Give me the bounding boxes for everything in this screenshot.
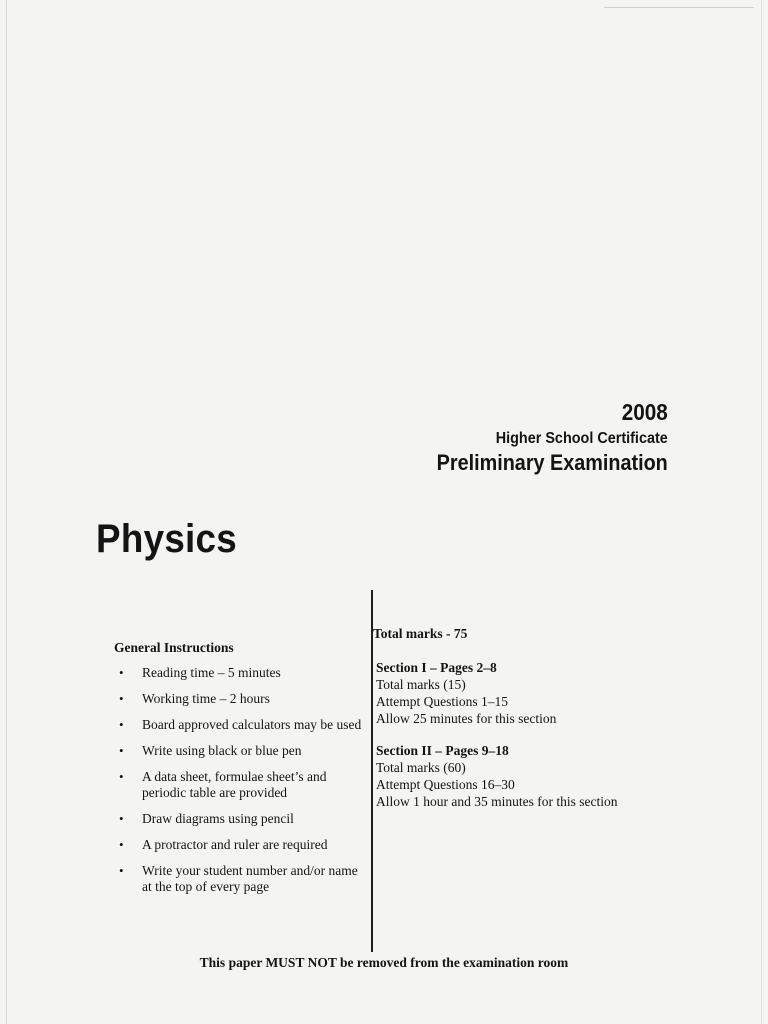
section-1 xyxy=(373,659,673,727)
bullet-icon: • xyxy=(119,665,124,680)
instruction-list xyxy=(114,665,364,895)
bullet-icon: • xyxy=(119,743,124,758)
instructions-heading: General Instructions xyxy=(114,640,234,655)
section-attempt: Attempt Questions 1–15 xyxy=(376,694,508,709)
bullet-icon: • xyxy=(119,717,124,732)
general-instructions xyxy=(114,640,364,905)
section-time: Allow 25 minutes for this section xyxy=(376,711,557,726)
scan-edge-left xyxy=(6,0,7,1024)
bullet-icon: • xyxy=(119,837,124,852)
instruction-item xyxy=(114,691,364,707)
bullet-icon: • xyxy=(119,769,124,784)
scan-edge-right xyxy=(761,0,762,1024)
marks-panel xyxy=(373,626,673,825)
instruction-text: Board approved calculators may be used xyxy=(142,717,362,732)
instruction-text: Write your student number and/or name at the top of every page xyxy=(142,863,358,894)
instruction-item xyxy=(114,665,364,681)
section-marks: Total marks (15) xyxy=(376,677,466,692)
instruction-text: A protractor and ruler are required xyxy=(142,837,328,852)
footer-notice: This paper MUST NOT be removed from the examination room xyxy=(199,955,569,970)
instruction-text: Working time – 2 hours xyxy=(142,691,270,706)
instruction-text: Draw diagrams using pencil xyxy=(142,811,294,826)
bullet-icon: • xyxy=(119,691,124,706)
instruction-text: A data sheet, formulae sheet’s and periodic table are provided xyxy=(142,769,327,800)
instruction-item xyxy=(114,717,364,733)
scan-edge-top xyxy=(604,7,754,8)
instruction-text: Write using black or blue pen xyxy=(142,743,302,758)
bullet-icon: • xyxy=(119,811,124,826)
section-marks: Total marks (60) xyxy=(376,760,466,775)
section-heading: Section II – Pages 9–18 xyxy=(376,743,509,758)
instruction-item xyxy=(114,863,364,895)
instruction-item xyxy=(114,837,364,853)
exam-title: Preliminary Examination xyxy=(436,449,668,475)
section-heading: Section I – Pages 2–8 xyxy=(376,660,497,675)
total-marks: Total marks - 75 xyxy=(373,626,468,641)
section-time: Allow 1 hour and 35 minutes for this section xyxy=(376,794,618,809)
certificate-title: Higher School Certificate xyxy=(495,430,668,448)
subject-title: Physics xyxy=(96,517,238,561)
exam-year: 2008 xyxy=(621,399,668,425)
bullet-icon: • xyxy=(119,863,124,878)
section-attempt: Attempt Questions 16–30 xyxy=(376,777,515,792)
exam-header xyxy=(437,400,668,475)
instruction-item xyxy=(114,811,364,827)
section-2 xyxy=(373,742,673,810)
instruction-item xyxy=(114,743,364,759)
instruction-text: Reading time – 5 minutes xyxy=(142,665,281,680)
instruction-item xyxy=(114,769,364,801)
